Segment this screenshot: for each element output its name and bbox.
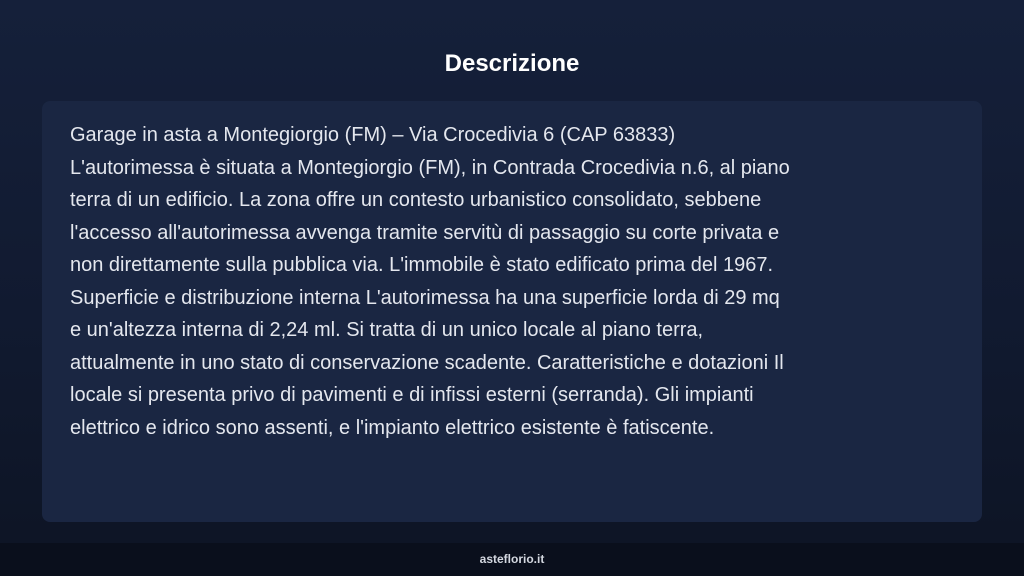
description-line: e un'altezza interna di 2,24 ml. Si tratta di un unico locale al piano terra, [70, 319, 704, 341]
description-line: attualmente in uno stato di conservazione scadente. Caratteristiche e dotazioni Il [70, 351, 784, 374]
footer-site-label: asteflorio.it [479, 552, 545, 566]
description-line: L'autorimessa è situata a Montegiorgio (FM), in Contrada Crocedivia n.6, al piano [70, 156, 790, 179]
description-text [70, 119, 954, 444]
description-line: elettrico e idrico sono assenti, e l'impianto elettrico esistente è fatiscente. [70, 416, 715, 439]
description-line: Superficie e distribuzione interna L'autorimessa ha una superficie lorda di 29 mq [70, 286, 780, 309]
description-line: Garage in asta a Montegiorgio (FM) – Via Crocedivia 6 (CAP 63833) [70, 124, 676, 146]
description-line: l'accesso all'autorimessa avvenga tramite servitù di passaggio su corte privata e [70, 221, 780, 244]
description-line: locale si presenta privo di pavimenti e di infissi esterni (serranda). Gli impianti [70, 384, 754, 406]
description-line: terra di un edificio. La zona offre un contesto urbanistico consolidato, sebbene [70, 189, 762, 211]
description-line: non direttamente sulla pubblica via. L'immobile è stato edificato prima del 1967. [70, 254, 774, 276]
description-card [42, 101, 982, 522]
page-title: Descrizione [444, 50, 580, 77]
